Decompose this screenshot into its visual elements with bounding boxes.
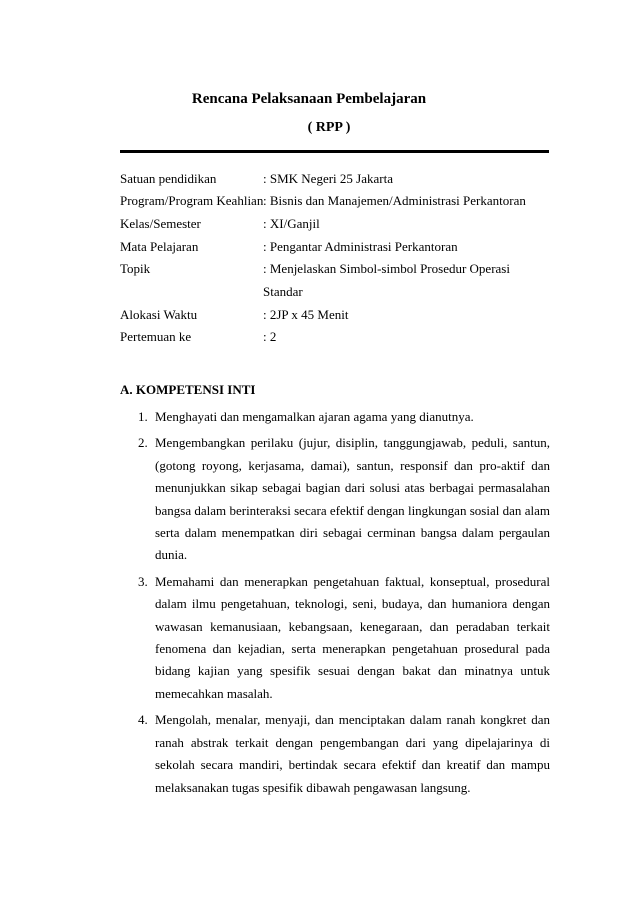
info-label: Satuan pendidikan	[120, 171, 217, 186]
info-value: : SMK Negeri 25 Jakarta	[263, 171, 393, 186]
info-value: : Menjelaskan Simbol-simbol Prosedur Operasi	[263, 261, 510, 276]
info-row	[120, 216, 560, 238]
info-label: Mata Pelajaran	[120, 239, 199, 254]
info-label: Program/Program Keahlian	[120, 193, 264, 208]
info-value: : 2JP x 45 Menit	[263, 307, 349, 322]
info-label: Kelas/Semester	[120, 216, 201, 231]
list-item	[120, 571, 550, 705]
info-row	[120, 171, 560, 193]
item-text: Mengolah, menalar, menyaji, dan menciptakan dalam ranah kongkret dan ranah abstrak terkait dengan pengembangan dari yang dipelajarinya di sekolah secara mandiri, bertindak secara efektif dan kreatif dan mampu melaksanakan tugas spesifik dibawah pengawasan langsung.	[155, 712, 550, 795]
info-value: Standar	[263, 284, 303, 299]
list-item	[120, 406, 550, 428]
item-number: 4.	[138, 712, 148, 728]
item-text: Menghayati dan mengamalkan ajaran agama yang dianutnya.	[155, 409, 474, 424]
info-row-continuation	[120, 284, 560, 306]
title-divider	[120, 150, 549, 153]
info-label: Topik	[120, 261, 151, 276]
competency-list	[120, 406, 550, 799]
info-row	[120, 329, 560, 351]
item-number: 1.	[138, 409, 148, 424]
info-row	[120, 307, 560, 329]
info-label: Pertemuan ke	[120, 329, 192, 344]
document-title: Rencana Pelaksanaan Pembelajaran	[191, 91, 427, 107]
item-number: 2.	[138, 435, 148, 451]
list-item	[120, 709, 550, 799]
list-item	[120, 432, 550, 566]
item-text: Mengembangkan perilaku (jujur, disiplin, tanggungjawab, peduli, santun, (gotong royong, kerjasama, damai), santun, responsif dan pro-aktif dan menunjukkan sikap sebagai bagian dari solusi atas berbagai permasalahan bangsa dalam berinteraksi secara efektif dengan lingkungan sosial dan alam serta dalam menempatkan diri sebagai cerminan bangsa dalam pergaulan dunia.	[155, 435, 550, 563]
info-row	[120, 261, 560, 283]
item-text: Memahami dan menerapkan pengetahuan faktual, konseptual, prosedural dalam ilmu pengetahuan, teknologi, seni, budaya, dan humaniora dengan wawasan kemanusiaan, kebangsaan, kenegaraan, dan peradaban terkait fenomena dan kejadian, serta menerapkan pengetahuan prosedural pada bidang kajian yang spesifik sesuai dengan bakat dan minatnya untuk memecahkan masalah.	[155, 573, 550, 701]
info-value: : Bisnis dan Manajemen/Administrasi Perkantoran	[263, 193, 526, 208]
section-heading: A. KOMPETENSI INTI	[120, 382, 256, 397]
info-row	[120, 239, 560, 261]
document-subtitle: ( RPP )	[307, 120, 351, 135]
info-value: : XI/Ganjil	[263, 216, 320, 231]
info-value: : 2	[263, 329, 277, 344]
info-value: : Pengantar Administrasi Perkantoran	[263, 239, 458, 254]
info-label: Alokasi Waktu	[120, 307, 198, 322]
item-number: 3.	[138, 573, 148, 589]
info-row	[120, 193, 560, 215]
